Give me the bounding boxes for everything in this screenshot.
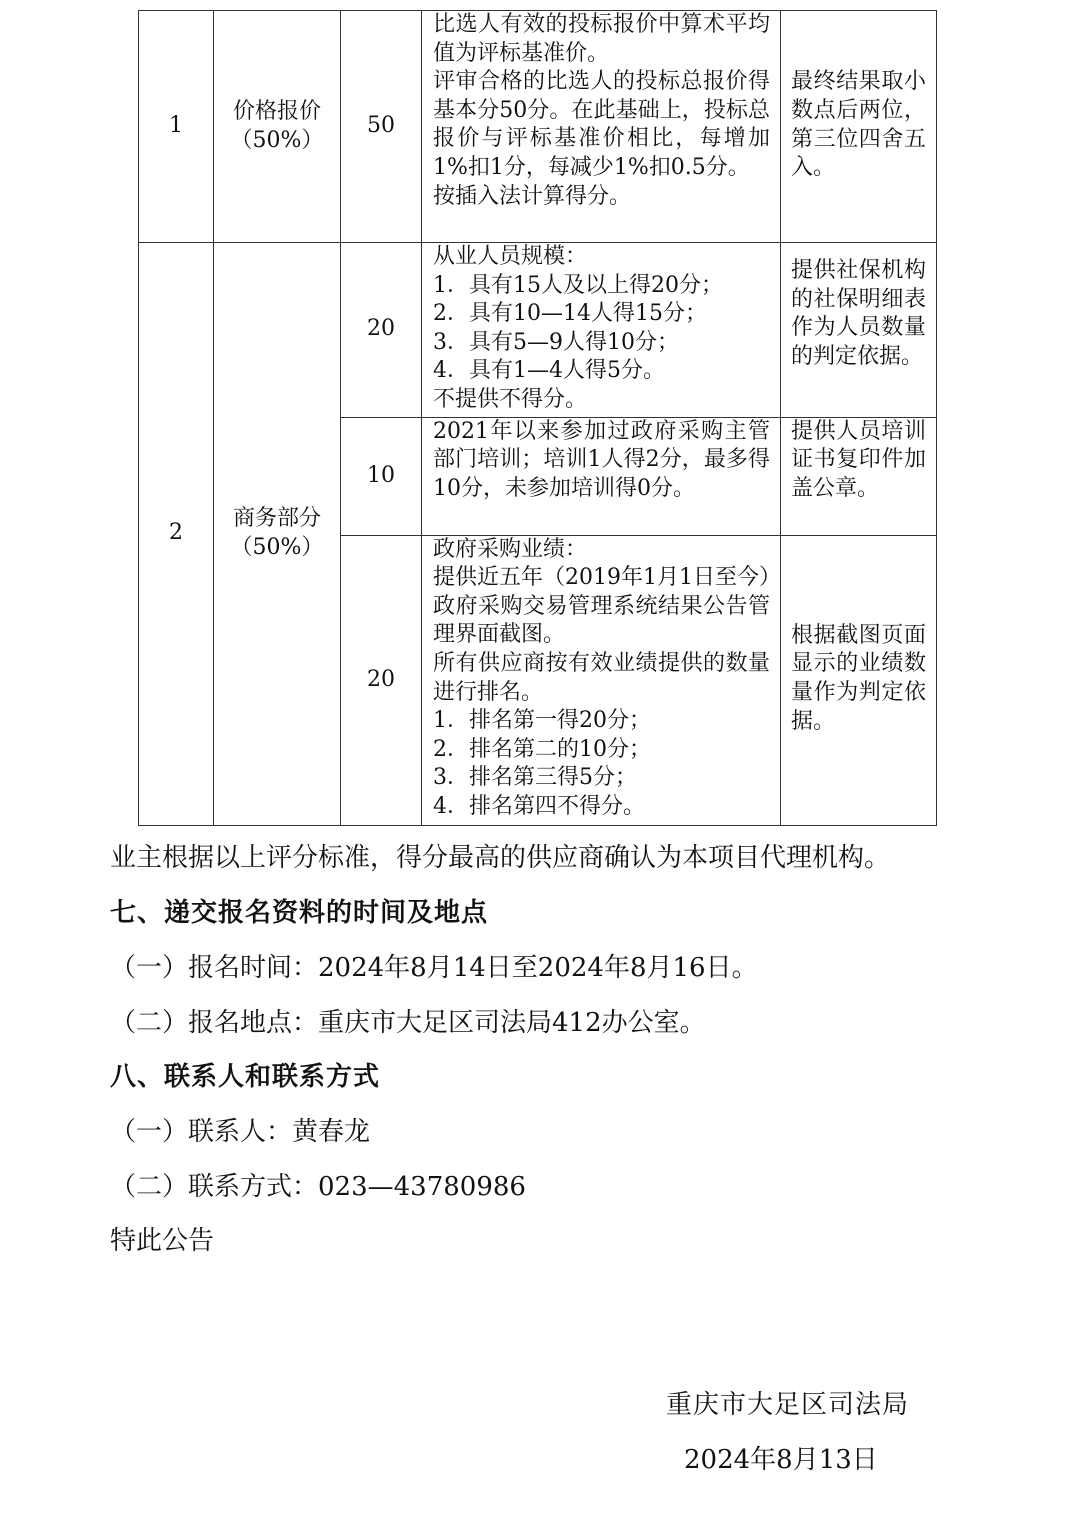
content-cell	[422, 243, 781, 418]
table-row-business-staff	[139, 243, 937, 418]
row-number: 2	[139, 243, 214, 826]
table-row-price	[139, 11, 937, 243]
content-line: 按插入法计算得分。	[433, 183, 632, 209]
note-cell: 根据截图页面显示的业绩数量作为判定依据。	[781, 535, 937, 825]
content-line: 不提供不得分。	[433, 386, 588, 412]
content-cell	[422, 11, 781, 243]
section-8-heading: 八、联系人和联系方式	[110, 1062, 381, 1092]
category-weight: （50%）	[230, 534, 324, 560]
row-number: 1	[139, 11, 214, 243]
category-name: 商务部分	[232, 506, 321, 532]
content-line: 3．排名第三得5分；	[433, 765, 637, 791]
content-line: 提供近五年（2019年1月1日至今）政府采购交易管理系统结果公告管理界面截图。	[433, 565, 770, 648]
content-line: 从业人员规模：	[433, 244, 588, 269]
note-cell: 提供人员培训证书复印件加盖公章。	[781, 417, 937, 535]
scoring-table	[138, 10, 937, 826]
content-line: 4．具有1—4人得5分。	[433, 358, 665, 384]
content-cell	[422, 417, 781, 535]
note-cell: 提供社保机构的社保明细表作为人员数量的判定依据。	[781, 243, 937, 418]
content-line: 2．具有10—14人得15分；	[433, 301, 707, 327]
section-7-heading: 七、递交报名资料的时间及地点	[110, 898, 489, 928]
content-line: 所有供应商按有效业绩提供的数量进行排名。	[433, 650, 770, 705]
score-cell: 10	[341, 417, 422, 535]
signature-date: 2024年8月13日	[684, 1445, 878, 1475]
content-line: 1．排名第一得20分；	[433, 708, 651, 734]
content-line: 2021年以来参加过政府采购主管部门培训；培训1人得2分，最多得10分，未参加培训得0分。	[433, 418, 770, 501]
section-8-item: （二）联系方式：023—43780986	[110, 1172, 526, 1202]
category-weight: （50%）	[230, 127, 324, 153]
content-line: 2．排名第二的10分；	[433, 736, 651, 762]
content-line: 政府采购业绩：	[433, 536, 588, 562]
section-8-item: （一）联系人：黄春龙	[110, 1117, 371, 1147]
content-line: 比选人有效的投标报价中算术平均值为评标基准价。	[433, 12, 770, 66]
content-line: 4．排名第四不得分。	[433, 793, 645, 819]
content-line: 评审合格的比选人的投标总报价得基本分50分。在此基础上，投标总报价与评标基准价相比，每增加1%扣1分，每减少1%扣0.5分。	[433, 69, 770, 180]
closing-text: 特此公告	[110, 1226, 215, 1256]
section-7-item: （一）报名时间：2024年8月14日至2024年8月16日。	[110, 953, 758, 983]
signature-org: 重庆市大足区司法局	[666, 1390, 910, 1420]
note-cell: 最终结果取小数点后两位，第三位四舍五入。	[781, 11, 937, 243]
score-cell: 20	[341, 535, 422, 825]
content-cell	[422, 535, 781, 825]
category-cell	[214, 243, 341, 826]
score-cell: 20	[341, 243, 422, 418]
content-line: 1．具有15人及以上得20分；	[433, 272, 723, 298]
score-cell: 50	[341, 11, 422, 243]
category-name: 价格报价	[232, 98, 321, 124]
content-line: 3．具有5—9人得10分；	[433, 329, 679, 355]
section-7-item: （二）报名地点：重庆市大足区司法局412办公室。	[110, 1008, 706, 1038]
conclusion-text: 业主根据以上评分标准，得分最高的供应商确认为本项目代理机构。	[110, 843, 891, 873]
category-cell	[214, 11, 341, 243]
